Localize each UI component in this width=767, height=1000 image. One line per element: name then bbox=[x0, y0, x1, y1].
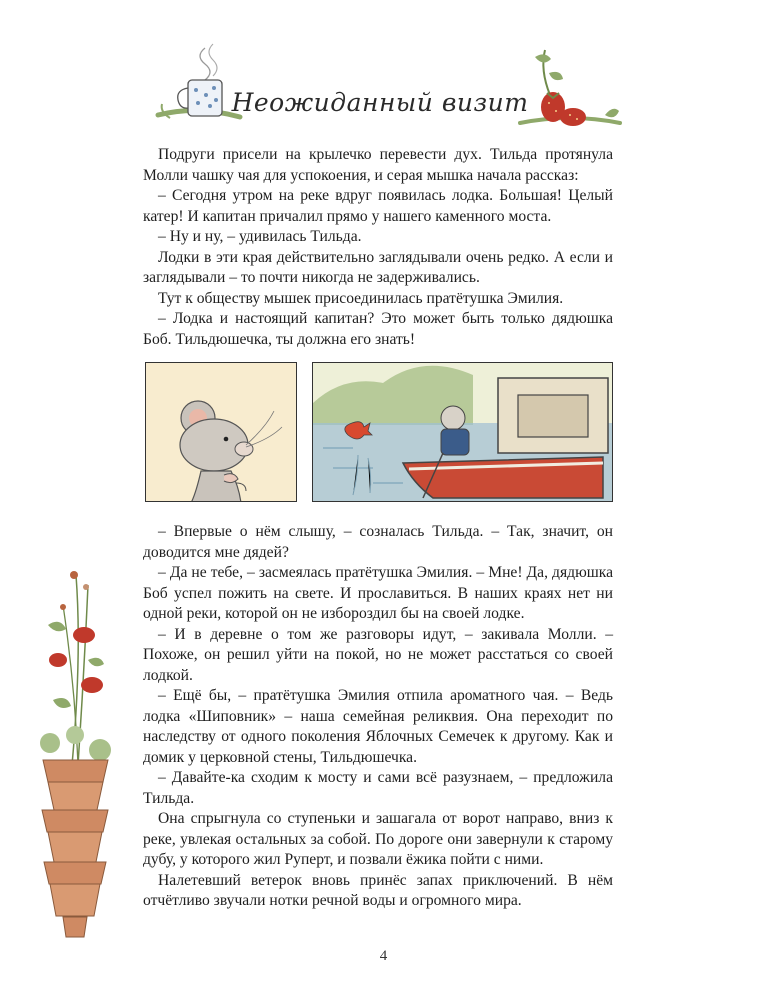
paragraph: Налетевший ветерок вновь принёс запах приключений. В нём отчётливо звучали нотки речной воды и огромного мира. bbox=[143, 871, 613, 909]
paragraph: – Впервые о нём слышу, – созналась Тильда. – Так, значит, он доводится мне дядей? bbox=[143, 523, 613, 561]
paragraph: Лодки в эти края действительно заглядывали очень редко. А если и заглядывали – то почти никогда не задерживались. bbox=[143, 248, 613, 286]
paragraph: Она спрыгнула со ступеньки и зашагала от ворот направо, вниз к реке, увлекая остальных за собой. По дороге они завернули к старому дубу, у которого жил Руперт, и позвали ёжика пойти с ними. bbox=[143, 810, 613, 868]
paragraph: – Давайте-ка сходим к мосту и сами всё разузнаем, – предложила Тильда. bbox=[143, 769, 613, 807]
comic-panel-boat bbox=[312, 362, 613, 502]
paragraph: Подруги присели на крылечко перевести дух. Тильда протянула Молли чашку чая для успокоения, и серая мышка начала рассказ: bbox=[143, 146, 613, 184]
paragraph: Тут к обществу мышек присоединилась пратётушка Эмилия. bbox=[158, 289, 564, 307]
boat-illustration bbox=[313, 363, 613, 502]
mouse-illustration bbox=[146, 363, 297, 502]
strawberries-illustration bbox=[515, 45, 625, 135]
text-block-bottom bbox=[143, 522, 613, 912]
comic-panel-mouse bbox=[145, 362, 297, 502]
paragraph: – Ещё бы, – пратётушка Эмилия отпила ароматного чая. – Ведь лодка «Шиповник» – наша семейная реликвия. Она переходит по наследству от одного поколения Яблочных Семечек к другому. Как и домик у церковной стены, Тильдюшечка. bbox=[143, 687, 613, 766]
paragraph: – Сегодня утром на реке вдруг появилась лодка. Большая! Целый катер! И капитан причалил прямо у нашего каменного моста. bbox=[143, 187, 613, 225]
paragraph: – Ну и ну, – удивилась Тильда. bbox=[158, 228, 362, 245]
paragraph: – Лодка и настоящий капитан? Это может быть только дядюшка Боб. Тильдюшечка, ты должна его знать! bbox=[143, 310, 613, 348]
page-number: 4 bbox=[379, 948, 388, 964]
paragraph: – Да не тебе, – засмеялась пратётушка Эмилия. – Мне! Да, дядюшка Боб успел пожить на свете. И прославиться. В наших краях нет ни одной реки, которой он не избороздил бы на своей лодке. bbox=[143, 564, 613, 622]
chapter-title: Неожиданный визит bbox=[231, 88, 529, 117]
flower-pots-illustration bbox=[28, 565, 128, 950]
paragraph: – И в деревне о том же разговоры идут, – закивала Молли. – Похоже, он решил уйти на покой, но не может расстаться со своей лодкой. bbox=[143, 625, 613, 684]
text-block-top bbox=[143, 145, 613, 350]
